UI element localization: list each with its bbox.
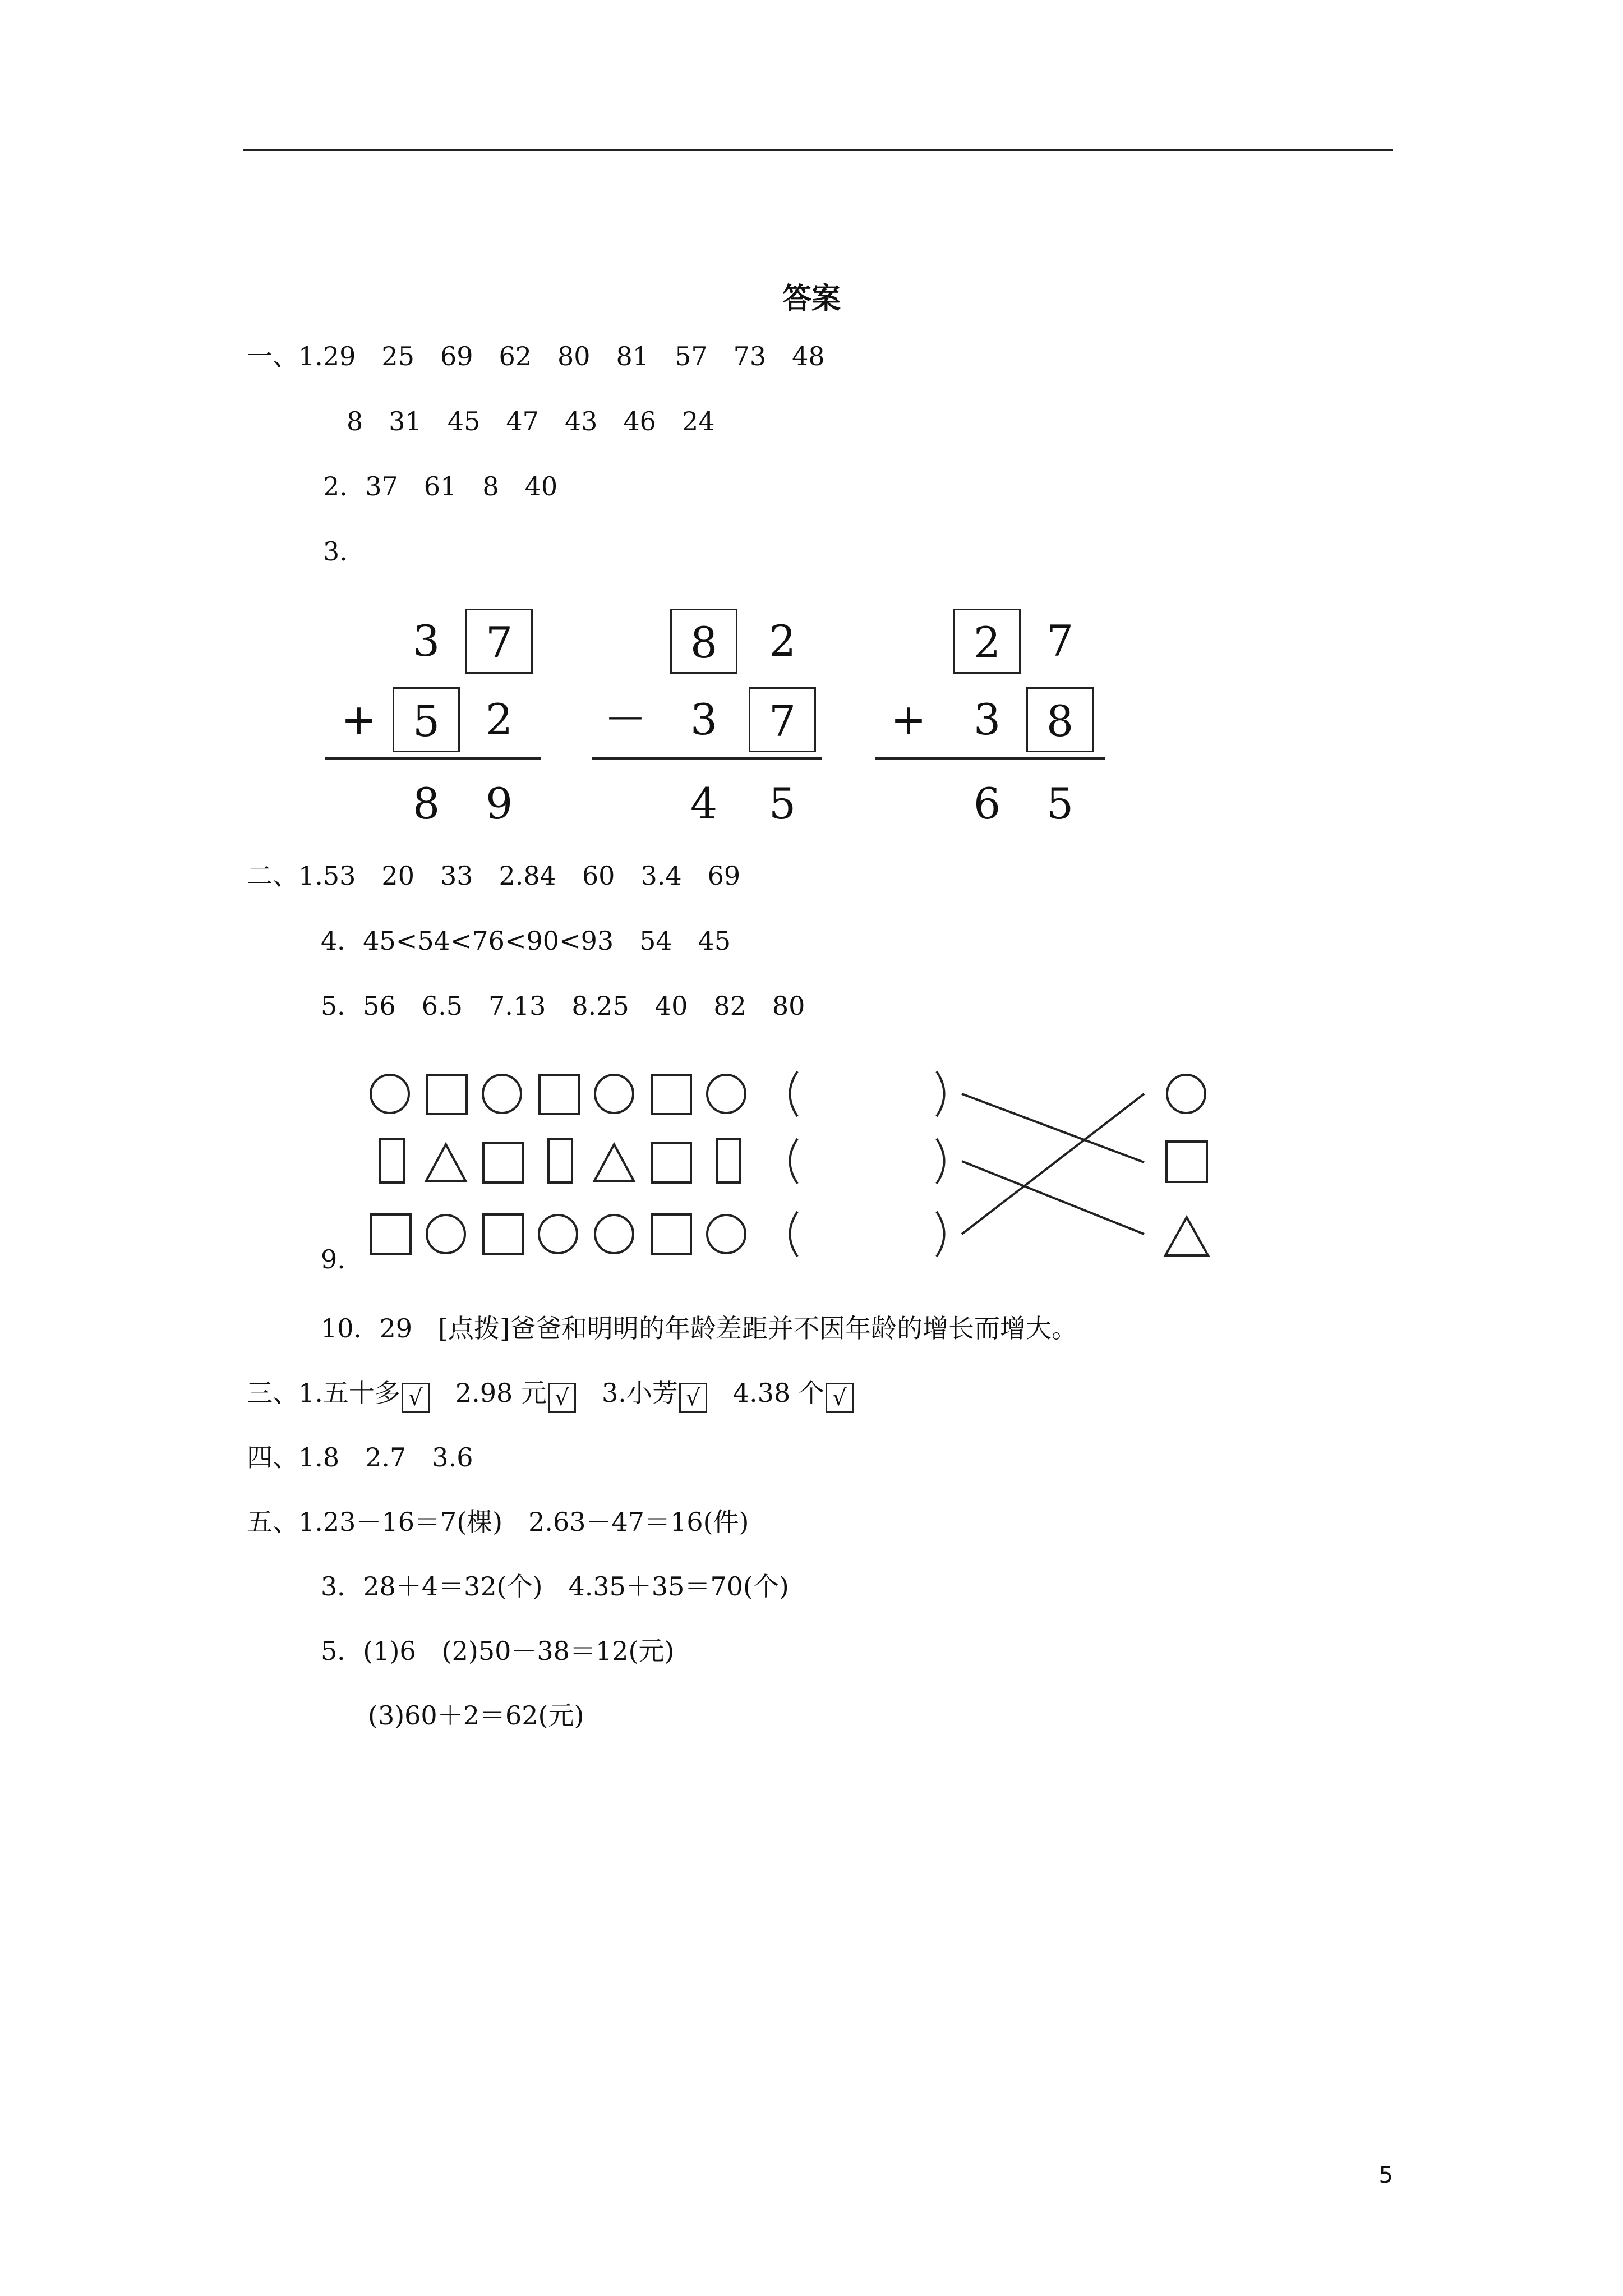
- rectangle-icon: [548, 1139, 572, 1182]
- circle-icon: [707, 1215, 745, 1253]
- sec3-item-1: 1.五十多: [298, 1378, 400, 1408]
- left-paren-icon: [790, 1139, 798, 1184]
- sec3-item-4: 4.38 个: [732, 1378, 824, 1408]
- answer-box: 7: [749, 687, 816, 752]
- square-icon: [1166, 1142, 1207, 1182]
- check-box: √: [548, 1383, 576, 1413]
- circle-icon: [539, 1215, 577, 1253]
- answer-box: 7: [465, 609, 533, 674]
- square-icon: [371, 1214, 411, 1254]
- digit: 7: [1046, 616, 1074, 666]
- left-paren-icon: [790, 1212, 798, 1257]
- answer-box: 2: [953, 609, 1021, 674]
- shape-pattern-figure: [359, 1055, 1234, 1268]
- result-digit: 5: [1046, 779, 1074, 829]
- sec2-line2: 4．45<54<76<90<93 54 45: [321, 926, 731, 956]
- digit: 2: [768, 616, 796, 666]
- digit: 3: [690, 694, 718, 744]
- sec2-line1: 二、1.53 20 33 2.84 60 3.4 69: [247, 861, 741, 891]
- sec1-line2: 8 31 45 47 43 46 24: [347, 406, 715, 436]
- result-digit: 4: [690, 779, 718, 829]
- result-digit: 5: [768, 779, 796, 829]
- result-digit: 6: [973, 779, 1001, 829]
- right-paren-icon: [937, 1139, 944, 1184]
- circle-icon: [595, 1215, 633, 1253]
- square-icon: [540, 1075, 579, 1114]
- match-line: [962, 1094, 1144, 1234]
- sec5-line4: (3)60＋2＝62(元): [368, 1700, 584, 1731]
- sec1-line3: 2．37 61 8 40: [323, 471, 558, 501]
- match-line: [962, 1161, 1144, 1234]
- answer-box: 5: [393, 687, 460, 752]
- operator: －: [604, 694, 647, 744]
- sec2-line9: 9.: [321, 1244, 345, 1274]
- page-number: 5: [1378, 2162, 1393, 2188]
- check-box: √: [402, 1383, 430, 1413]
- match-line: [962, 1094, 1144, 1162]
- sec3-item-3: 3.小芳: [601, 1378, 678, 1408]
- square-icon: [427, 1075, 467, 1114]
- sec5-line2: 3．28＋4＝32(个) 4.35＋35＝70(个): [321, 1571, 789, 1602]
- circle-icon: [483, 1075, 521, 1113]
- triangle-icon: [1165, 1217, 1208, 1255]
- sec1-line4: 3.: [323, 536, 348, 567]
- sec2-line10: 10．29 [点拨]爸爸和明明的年龄差距并不因年龄的增长而增大。: [321, 1313, 1077, 1343]
- digit: 2: [485, 694, 513, 744]
- digit: 3: [973, 694, 1001, 744]
- answer-box: 8: [1026, 687, 1094, 752]
- square-icon: [652, 1143, 691, 1182]
- circle-icon: [595, 1075, 633, 1113]
- square-icon: [652, 1075, 691, 1114]
- triangle-icon: [426, 1144, 465, 1181]
- left-paren-icon: [790, 1071, 798, 1116]
- right-paren-icon: [937, 1212, 944, 1257]
- sec5-line3: 5．(1)6 (2)50－38＝12(元): [321, 1636, 675, 1666]
- check-box: √: [826, 1383, 854, 1413]
- sec4-line1: 四、1.8 2.7 3.6: [247, 1442, 473, 1473]
- rectangle-icon: [380, 1139, 404, 1182]
- circle-icon: [427, 1215, 465, 1253]
- answer-box: 8: [670, 609, 737, 674]
- operator: +: [891, 694, 926, 744]
- result-digit: 8: [412, 779, 440, 829]
- sec5-line1: 五、1.23－16＝7(棵) 2.63－47＝16(件): [247, 1507, 749, 1537]
- operator: +: [341, 694, 377, 744]
- sec1-line1: 一、1.29 25 69 62 80 81 57 73 48: [247, 341, 825, 371]
- square-icon: [652, 1214, 691, 1254]
- sec2-line3: 5．56 6.5 7.13 8.25 40 82 80: [321, 991, 805, 1021]
- header-rule: [243, 149, 1393, 151]
- sec3-prefix: 三、: [247, 1378, 298, 1408]
- square-icon: [483, 1143, 523, 1182]
- digit: 3: [412, 616, 440, 666]
- square-icon: [483, 1214, 523, 1254]
- sum-line: [325, 757, 541, 760]
- circle-icon: [707, 1075, 745, 1113]
- result-digit: 9: [485, 779, 513, 829]
- right-paren-icon: [937, 1071, 944, 1116]
- sec3-item-2: 2.98 元: [455, 1378, 547, 1408]
- check-box: √: [679, 1383, 707, 1413]
- sum-line: [875, 757, 1105, 760]
- triangle-icon: [594, 1144, 634, 1181]
- sum-line: [592, 757, 822, 760]
- page-title: 答案: [782, 282, 841, 316]
- circle-icon: [371, 1075, 409, 1113]
- sec3-line: [247, 1380, 854, 1413]
- rectangle-icon: [717, 1139, 740, 1182]
- circle-icon: [1167, 1075, 1205, 1113]
